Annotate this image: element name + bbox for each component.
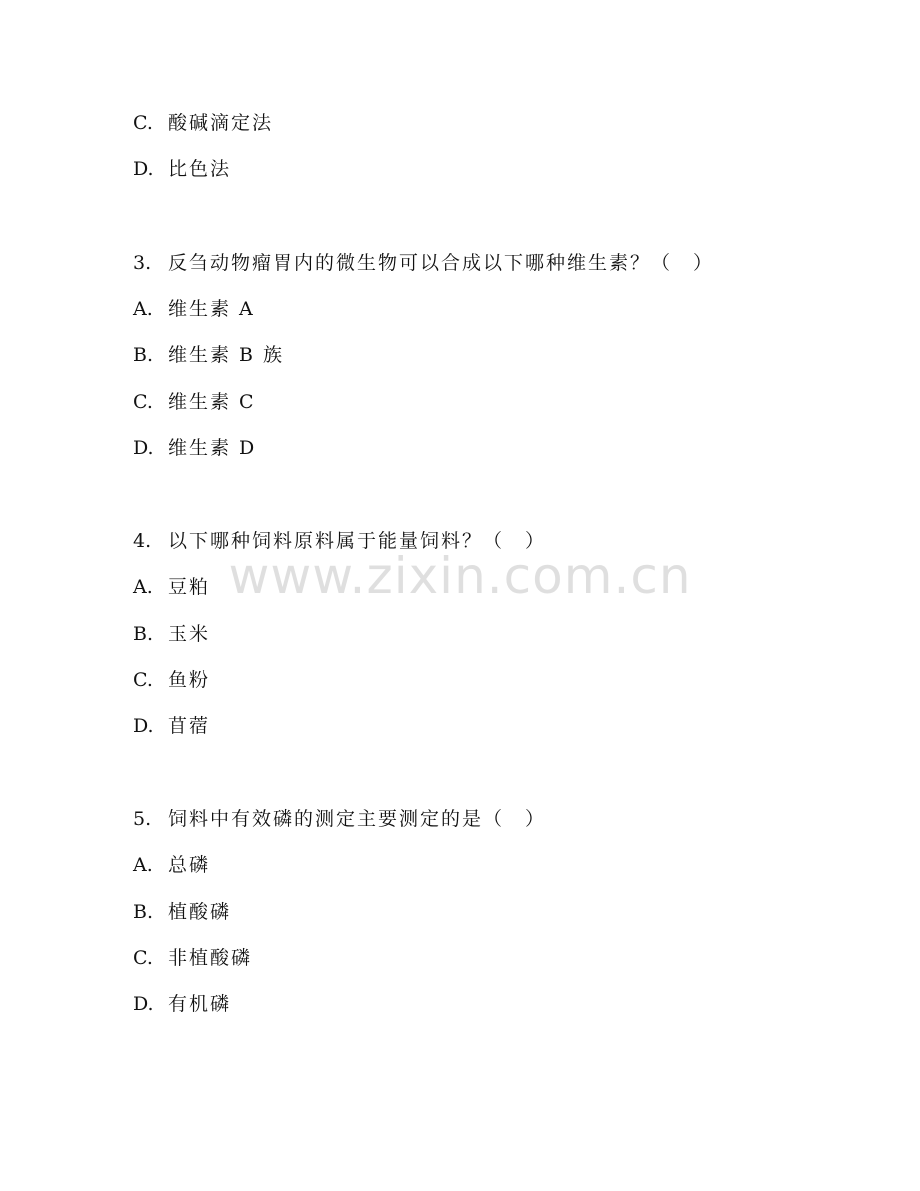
q5-option-d: [133, 992, 231, 1016]
option-text: 比色法: [168, 158, 232, 180]
option-text: 豆粕: [168, 576, 211, 598]
option-key: D.: [133, 437, 154, 459]
option-key: B.: [133, 623, 154, 645]
question-5: [133, 807, 546, 831]
option-text: 总磷: [168, 854, 211, 876]
option-text: 维生素 B 族: [168, 344, 285, 366]
q5-option-b: [133, 900, 231, 924]
option-key: C.: [133, 391, 153, 413]
q4-option-c: [133, 668, 210, 692]
q2-option-d: [133, 157, 231, 181]
option-key: C.: [133, 112, 153, 134]
question-text: 反刍动物瘤胃内的微生物可以合成以下哪种维生素？（ ）: [168, 252, 715, 274]
option-key: A.: [133, 854, 153, 876]
option-key: D.: [133, 158, 154, 180]
option-text: 维生素 C: [168, 391, 256, 413]
option-text: 植酸磷: [168, 901, 232, 923]
option-key: B.: [133, 344, 154, 366]
option-key: C.: [133, 669, 153, 691]
option-text: 有机磷: [168, 993, 232, 1015]
question-number: 5.: [133, 808, 152, 830]
q4-option-d: [133, 714, 210, 738]
option-text: 玉米: [168, 623, 211, 645]
q2-option-c: [133, 111, 273, 135]
question-text: 饲料中有效磷的测定主要测定的是（ ）: [168, 808, 547, 830]
q3-option-b: [133, 343, 284, 367]
question-number: 4.: [133, 530, 152, 552]
q3-option-c: [133, 390, 256, 414]
option-text: 鱼粉: [168, 669, 211, 691]
question-number: 3.: [133, 252, 152, 274]
option-text: 非植酸磷: [168, 947, 253, 969]
q5-option-a: [133, 853, 210, 877]
question-3: [133, 251, 714, 275]
option-key: D.: [133, 993, 154, 1015]
q3-option-d: [133, 436, 256, 460]
option-text: 酸碱滴定法: [168, 112, 274, 134]
q3-option-a: [133, 297, 255, 321]
option-text: 苜蓿: [168, 715, 211, 737]
option-key: A.: [133, 576, 153, 598]
option-key: C.: [133, 947, 153, 969]
option-key: A.: [133, 298, 153, 320]
q5-option-c: [133, 946, 252, 970]
option-text: 维生素 A: [168, 298, 255, 320]
option-text: 维生素 D: [168, 437, 257, 459]
watermark: www.zixin.com.cn: [228, 547, 692, 605]
option-key: D.: [133, 715, 154, 737]
q4-option-b: [133, 622, 210, 646]
question-text: 以下哪种饲料原料属于能量饲料？（ ）: [168, 530, 547, 552]
option-key: B.: [133, 901, 154, 923]
